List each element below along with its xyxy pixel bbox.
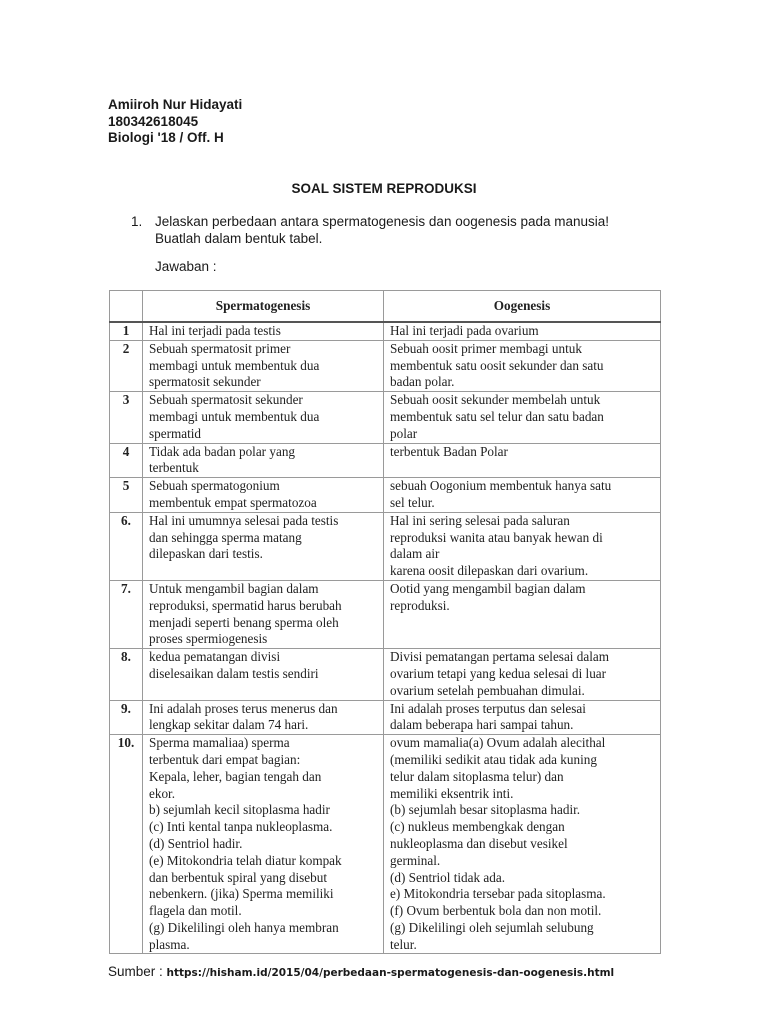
spermatogenesis-cell (143, 443, 384, 478)
table-row (110, 478, 661, 513)
spermatogenesis-cell (143, 512, 384, 580)
cell-line: nebenkern. (jika) Sperma memiliki (149, 886, 334, 902)
row-number: 4 (110, 443, 143, 478)
cell-line: e) Mitokondria tersebar pada sitoplasma. (390, 886, 606, 902)
spermatogenesis-cell (143, 580, 384, 648)
cell-line: ovarium setelah pembuahan dimulai. (390, 682, 585, 698)
cell-line: (e) Mitokondria telah diatur kompak (149, 852, 342, 868)
cell-line: b) sejumlah kecil sitoplasma hadir (149, 802, 330, 818)
cell-line: membentuk satu sel telur dan satu badan (390, 408, 604, 424)
cell-line: spermatid (149, 425, 202, 441)
row-number: 2 (110, 340, 143, 391)
comparison-table (109, 290, 661, 954)
cell-line: dalam air (390, 546, 440, 562)
cell-line: lengkap sekitar dalam 74 hari. (149, 717, 309, 733)
spermatogenesis-cell (143, 735, 384, 954)
table-body (110, 322, 661, 954)
cell-line: karena oosit dilepaskan dari ovarium. (390, 563, 589, 579)
oogenesis-cell (384, 478, 661, 513)
cell-line: sebuah Oogonium membentuk hanya satu (390, 478, 612, 494)
row-number: 3 (110, 392, 143, 443)
source-citation (108, 964, 614, 979)
header-number (110, 291, 143, 323)
cell-line: Ini adalah proses terus menerus dan (149, 700, 338, 716)
cell-line: Sebuah spermatosit primer (149, 340, 291, 356)
cell-line: ovarium tetapi yang kedua selesai di luar (390, 665, 607, 681)
table-row (110, 649, 661, 700)
cell-line: Ootid yang mengambil bagian dalam (390, 580, 586, 596)
cell-line: menjadi seperti benang sperma oleh (149, 614, 339, 630)
table-row (110, 700, 661, 735)
question-number: 1. (131, 214, 143, 229)
answer-label: Jawaban : (155, 259, 217, 274)
table-row (110, 340, 661, 391)
cell-line: Sperma mamaliaa) sperma (149, 735, 290, 751)
row-number: 10. (110, 735, 143, 954)
cell-line: dan sehingga sperma matang (149, 529, 302, 545)
cell-line: proses spermiogenesis (149, 631, 268, 647)
cell-line: germinal. (390, 852, 441, 868)
cell-line: Sebuah spermatogonium (149, 478, 280, 494)
cell-line: sel telur. (390, 494, 435, 510)
oogenesis-cell (384, 340, 661, 391)
cell-line: (d) Sentriol hadir. (149, 835, 243, 851)
spermatogenesis-cell (143, 649, 384, 700)
cell-line: Untuk mengambil bagian dalam (149, 580, 319, 596)
cell-line: plasma. (149, 936, 190, 952)
cell-line: Sebuah oosit primer membagi untuk (390, 340, 582, 356)
oogenesis-cell (384, 649, 661, 700)
author-name: Amiiroh Nur Hidayati (108, 97, 243, 112)
cell-line: (c) Inti kental tanpa nukleoplasma. (149, 819, 333, 835)
cell-line: terbentuk dari empat bagian: (149, 751, 301, 767)
oogenesis-cell (384, 580, 661, 648)
table-row (110, 580, 661, 648)
cell-line: ovum mamalia(a) Ovum adalah alecithal (390, 735, 606, 751)
oogenesis-cell (384, 735, 661, 954)
header-spermatogenesis: Spermatogenesis (143, 291, 384, 323)
cell-line: terbentuk (149, 460, 199, 476)
cell-line: (c) nukleus membengkak dengan (390, 819, 565, 835)
source-url[interactable]: https://hisham.id/2015/04/perbedaan-spermatogenesis-dan-oogenesis.html (166, 967, 615, 979)
cell-line: telur. (390, 936, 417, 952)
cell-line: badan polar. (390, 374, 455, 390)
cell-line: dilepaskan dari testis. (149, 546, 263, 562)
cell-line: (b) sejumlah besar sitoplasma hadir. (390, 802, 581, 818)
cell-line: nukleoplasma dan disebut vesikel (390, 835, 568, 851)
cell-line: (f) Ovum berbentuk bola dan non motil. (390, 903, 602, 919)
spermatogenesis-cell (143, 478, 384, 513)
cell-line: membentuk satu oosit sekunder dan satu (390, 357, 604, 373)
table-row (110, 512, 661, 580)
oogenesis-cell (384, 512, 661, 580)
spermatogenesis-cell (143, 340, 384, 391)
cell-line: flagela dan motil. (149, 903, 242, 919)
row-number: 1 (110, 322, 143, 340)
class-info: Biologi '18 / Off. H (108, 130, 224, 145)
row-number: 9. (110, 700, 143, 735)
cell-line: Hal ini umumnya selesai pada testis (149, 512, 339, 528)
spermatogenesis-cell (143, 392, 384, 443)
cell-line: spermatosit sekunder (149, 374, 261, 390)
cell-line: polar (390, 425, 418, 441)
question-line: Buatlah dalam bentuk tabel. (155, 231, 323, 246)
author-block (108, 97, 242, 147)
cell-line: Hal ini sering selesai pada saluran (390, 512, 570, 528)
document-title: SOAL SISTEM REPRODUKSI (291, 181, 477, 196)
cell-line: (d) Sentriol tidak ada. (390, 869, 505, 885)
cell-line: terbentuk Badan Polar (390, 443, 508, 459)
cell-line: ekor. (149, 785, 176, 801)
question-text (155, 213, 675, 247)
cell-line: Kepala, leher, bagian tengah dan (149, 768, 322, 784)
cell-line: telur dalam sitoplasma telur) dan (390, 768, 564, 784)
cell-line: kedua pematangan divisi (149, 649, 281, 665)
table-row (110, 392, 661, 443)
oogenesis-cell (384, 392, 661, 443)
cell-line: (g) Dikelilingi oleh sejumlah selubung (390, 919, 594, 935)
cell-line: Ini adalah proses terputus dan selesai (390, 700, 586, 716)
cell-line: Sebuah spermatosit sekunder (149, 392, 303, 408)
student-id: 180342618045 (108, 113, 199, 129)
source-label: Sumber : (108, 964, 167, 979)
cell-line: dalam beberapa hari sampai tahun. (390, 717, 574, 733)
cell-line: dan berbentuk spiral yang disebut (149, 869, 327, 885)
oogenesis-cell (384, 700, 661, 735)
cell-line: Hal ini terjadi pada ovarium (390, 323, 539, 338)
cell-line: membentuk empat spermatozoa (149, 494, 317, 510)
cell-line: Tidak ada badan polar yang (149, 443, 296, 459)
cell-line: (g) Dikelilingi oleh hanya membran (149, 919, 339, 935)
row-number: 5 (110, 478, 143, 513)
cell-line: memiliki eksentrik inti. (390, 785, 514, 801)
cell-line: membagi untuk membentuk dua (149, 408, 320, 424)
spermatogenesis-cell (143, 322, 384, 340)
cell-line: membagi untuk membentuk dua (149, 357, 320, 373)
question-line: Jelaskan perbedaan antara spermatogenesis dan oogenesis pada manusia! (155, 214, 610, 229)
row-number: 6. (110, 512, 143, 580)
cell-line: Divisi pematangan pertama selesai dalam (390, 649, 609, 665)
oogenesis-cell (384, 322, 661, 340)
cell-line: (memiliki sedikit atau tidak ada kuning (390, 751, 597, 767)
cell-line: reproduksi, spermatid harus berubah (149, 597, 342, 613)
header-oogenesis: Oogenesis (384, 291, 661, 323)
cell-line: Sebuah oosit sekunder membelah untuk (390, 392, 601, 408)
table-header-row (110, 291, 661, 323)
table-row (110, 322, 661, 340)
table-row (110, 735, 661, 954)
cell-line: Hal ini terjadi pada testis (149, 323, 281, 338)
table-row (110, 443, 661, 478)
cell-line: diselesaikan dalam testis sendiri (149, 665, 319, 681)
cell-line: reproduksi wanita atau banyak hewan di (390, 529, 603, 545)
row-number: 8. (110, 649, 143, 700)
oogenesis-cell (384, 443, 661, 478)
cell-line: reproduksi. (390, 597, 450, 613)
spermatogenesis-cell (143, 700, 384, 735)
row-number: 7. (110, 580, 143, 648)
